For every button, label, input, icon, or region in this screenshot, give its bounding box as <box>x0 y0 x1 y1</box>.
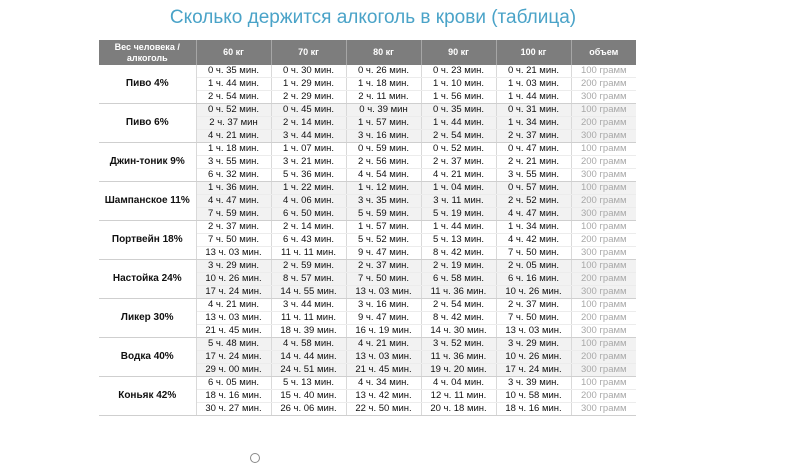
volume-cell: 100 грамм <box>571 299 636 312</box>
volume-cell: 200 грамм <box>571 234 636 247</box>
duration-cell: 18 ч. 16 мин. <box>196 390 271 403</box>
duration-cell: 1 ч. 29 мин. <box>271 78 346 91</box>
duration-cell: 2 ч. 54 мин. <box>421 130 496 143</box>
volume-cell: 200 грамм <box>571 78 636 91</box>
duration-cell: 5 ч. 59 мин. <box>346 208 421 221</box>
duration-cell: 0 ч. 35 мин. <box>196 65 271 78</box>
volume-cell: 300 грамм <box>571 169 636 182</box>
duration-cell: 2 ч. 52 мин. <box>496 195 571 208</box>
duration-cell: 4 ч. 42 мин. <box>496 234 571 247</box>
duration-cell: 1 ч. 18 мин. <box>346 78 421 91</box>
duration-cell: 13 ч. 42 мин. <box>346 390 421 403</box>
duration-cell: 6 ч. 16 мин. <box>496 273 571 286</box>
duration-cell: 9 ч. 47 мин. <box>346 312 421 325</box>
duration-cell: 5 ч. 48 мин. <box>196 338 271 351</box>
weight-header: 90 кг <box>421 40 496 65</box>
duration-cell: 5 ч. 13 мин. <box>271 377 346 390</box>
duration-cell: 4 ч. 21 мин. <box>346 338 421 351</box>
volume-cell: 200 грамм <box>571 156 636 169</box>
drink-name: Ликер 30% <box>99 299 196 338</box>
duration-cell: 4 ч. 21 мин. <box>421 169 496 182</box>
volume-cell: 200 грамм <box>571 351 636 364</box>
duration-cell: 2 ч. 37 мин. <box>496 130 571 143</box>
table-row <box>99 260 636 273</box>
table-row <box>99 377 636 390</box>
volume-cell: 100 грамм <box>571 104 636 117</box>
volume-cell: 100 грамм <box>571 338 636 351</box>
duration-cell: 1 ч. 44 мин. <box>196 78 271 91</box>
duration-cell: 13 ч. 03 мин. <box>346 286 421 299</box>
duration-cell: 1 ч. 22 мин. <box>271 182 346 195</box>
duration-cell: 3 ч. 44 мин. <box>271 130 346 143</box>
corner-header: Вес человека / алкоголь <box>99 40 196 65</box>
volume-header: объем <box>571 40 636 65</box>
header-row <box>99 40 636 65</box>
duration-cell: 0 ч. 57 мин. <box>496 182 571 195</box>
duration-cell: 11 ч. 36 мин. <box>421 351 496 364</box>
duration-cell: 2 ч. 11 мин. <box>346 91 421 104</box>
volume-cell: 300 грамм <box>571 325 636 338</box>
duration-cell: 0 ч. 59 мин. <box>346 143 421 156</box>
duration-cell: 10 ч. 26 мин. <box>496 286 571 299</box>
duration-cell: 0 ч. 52 мин. <box>421 143 496 156</box>
duration-cell: 2 ч. 37 мин. <box>196 221 271 234</box>
duration-cell: 13 ч. 03 мин. <box>196 247 271 260</box>
duration-cell: 24 ч. 51 мин. <box>271 364 346 377</box>
duration-cell: 8 ч. 42 мин. <box>421 247 496 260</box>
table-row <box>99 221 636 234</box>
drink-name: Пиво 4% <box>99 65 196 104</box>
volume-cell: 100 грамм <box>571 65 636 78</box>
duration-cell: 19 ч. 20 мин. <box>421 364 496 377</box>
duration-cell: 2 ч. 05 мин. <box>496 260 571 273</box>
duration-cell: 3 ч. 16 мин. <box>346 299 421 312</box>
duration-cell: 4 ч. 04 мин. <box>421 377 496 390</box>
duration-cell: 4 ч. 47 мин. <box>496 208 571 221</box>
duration-cell: 10 ч. 58 мин. <box>496 390 571 403</box>
duration-cell: 5 ч. 36 мин. <box>271 169 346 182</box>
duration-cell: 3 ч. 35 мин. <box>346 195 421 208</box>
drink-name: Настойка 24% <box>99 260 196 299</box>
weight-header: 70 кг <box>271 40 346 65</box>
duration-cell: 18 ч. 16 мин. <box>496 403 571 416</box>
duration-cell: 5 ч. 13 мин. <box>421 234 496 247</box>
duration-cell: 21 ч. 45 мин. <box>346 364 421 377</box>
volume-cell: 300 грамм <box>571 130 636 143</box>
duration-cell: 29 ч. 00 мин. <box>196 364 271 377</box>
duration-cell: 22 ч. 50 мин. <box>346 403 421 416</box>
duration-cell: 6 ч. 05 мин. <box>196 377 271 390</box>
duration-cell: 1 ч. 12 мин. <box>346 182 421 195</box>
duration-cell: 2 ч. 37 мин <box>196 117 271 130</box>
drink-name: Водка 40% <box>99 338 196 377</box>
volume-cell: 100 грамм <box>571 143 636 156</box>
duration-cell: 7 ч. 50 мин. <box>346 273 421 286</box>
duration-cell: 13 ч. 03 мин. <box>196 312 271 325</box>
duration-cell: 15 ч. 40 мин. <box>271 390 346 403</box>
duration-cell: 1 ч. 03 мин. <box>496 78 571 91</box>
volume-cell: 200 грамм <box>571 390 636 403</box>
duration-cell: 1 ч. 44 мин. <box>421 221 496 234</box>
duration-cell: 13 ч. 03 мин. <box>496 325 571 338</box>
duration-cell: 1 ч. 57 мин. <box>346 117 421 130</box>
duration-cell: 21 ч. 45 мин. <box>196 325 271 338</box>
duration-cell: 13 ч. 03 мин. <box>346 351 421 364</box>
volume-cell: 200 грамм <box>571 312 636 325</box>
duration-cell: 14 ч. 30 мин. <box>421 325 496 338</box>
duration-cell: 2 ч. 21 мин. <box>496 156 571 169</box>
volume-cell: 300 грамм <box>571 403 636 416</box>
duration-cell: 1 ч. 10 мин. <box>421 78 496 91</box>
duration-cell: 3 ч. 55 мин. <box>496 169 571 182</box>
weight-header: 60 кг <box>196 40 271 65</box>
duration-cell: 17 ч. 24 мин. <box>496 364 571 377</box>
page-title: Сколько держится алкоголь в крови (таблица) <box>169 7 577 28</box>
duration-cell: 1 ч. 36 мин. <box>196 182 271 195</box>
duration-cell: 3 ч. 11 мин. <box>421 195 496 208</box>
duration-cell: 11 ч. 11 мин. <box>271 312 346 325</box>
duration-cell: 7 ч. 50 мин. <box>196 234 271 247</box>
duration-cell: 2 ч. 54 мин. <box>196 91 271 104</box>
duration-cell: 5 ч. 52 мин. <box>346 234 421 247</box>
duration-cell: 2 ч. 37 мин. <box>496 299 571 312</box>
duration-cell: 17 ч. 24 мин. <box>196 286 271 299</box>
weight-header: 100 кг <box>496 40 571 65</box>
duration-cell: 14 ч. 44 мин. <box>271 351 346 364</box>
drink-name: Портвейн 18% <box>99 221 196 260</box>
volume-cell: 100 грамм <box>571 377 636 390</box>
duration-cell: 12 ч. 11 мин. <box>421 390 496 403</box>
volume-cell: 300 грамм <box>571 91 636 104</box>
duration-cell: 17 ч. 24 мин. <box>196 351 271 364</box>
weight-header: 80 кг <box>346 40 421 65</box>
duration-cell: 1 ч. 56 мин. <box>421 91 496 104</box>
duration-cell: 3 ч. 52 мин. <box>421 338 496 351</box>
duration-cell: 8 ч. 42 мин. <box>421 312 496 325</box>
duration-cell: 2 ч. 56 мин. <box>346 156 421 169</box>
duration-cell: 3 ч. 55 мин. <box>196 156 271 169</box>
table-row <box>99 104 636 117</box>
duration-cell: 2 ч. 29 мин. <box>271 91 346 104</box>
duration-cell: 1 ч. 57 мин. <box>346 221 421 234</box>
table-row <box>99 299 636 312</box>
drink-name: Пиво 6% <box>99 104 196 143</box>
duration-cell: 1 ч. 34 мин. <box>496 117 571 130</box>
duration-cell: 4 ч. 21 мин. <box>196 299 271 312</box>
duration-cell: 4 ч. 34 мин. <box>346 377 421 390</box>
table-body <box>99 65 636 416</box>
duration-cell: 7 ч. 50 мин. <box>496 247 571 260</box>
duration-cell: 30 ч. 27 мин. <box>196 403 271 416</box>
table-row <box>99 65 636 78</box>
duration-cell: 11 ч. 11 мин. <box>271 247 346 260</box>
duration-cell: 0 ч. 45 мин. <box>271 104 346 117</box>
duration-cell: 1 ч. 44 мин. <box>496 91 571 104</box>
duration-cell: 0 ч. 30 мин. <box>271 65 346 78</box>
duration-cell: 2 ч. 59 мин. <box>271 260 346 273</box>
duration-cell: 0 ч. 39 мин <box>346 104 421 117</box>
duration-cell: 10 ч. 26 мин. <box>496 351 571 364</box>
duration-cell: 3 ч. 29 мин. <box>196 260 271 273</box>
duration-cell: 2 ч. 14 мин. <box>271 117 346 130</box>
duration-cell: 0 ч. 47 мин. <box>496 143 571 156</box>
duration-cell: 3 ч. 21 мин. <box>271 156 346 169</box>
duration-cell: 3 ч. 39 мин. <box>496 377 571 390</box>
circle-icon <box>250 453 260 463</box>
duration-cell: 2 ч. 37 мин. <box>346 260 421 273</box>
duration-cell: 6 ч. 43 мин. <box>271 234 346 247</box>
drink-name: Коньяк 42% <box>99 377 196 416</box>
duration-cell: 8 ч. 57 мин. <box>271 273 346 286</box>
duration-cell: 0 ч. 26 мин. <box>346 65 421 78</box>
duration-cell: 3 ч. 29 мин. <box>496 338 571 351</box>
duration-cell: 2 ч. 54 мин. <box>421 299 496 312</box>
alcohol-table <box>99 40 636 416</box>
duration-cell: 1 ч. 44 мин. <box>421 117 496 130</box>
duration-cell: 18 ч. 39 мин. <box>271 325 346 338</box>
duration-cell: 2 ч. 37 мин. <box>421 156 496 169</box>
duration-cell: 4 ч. 21 мин. <box>196 130 271 143</box>
duration-cell: 0 ч. 23 мин. <box>421 65 496 78</box>
duration-cell: 0 ч. 52 мин. <box>196 104 271 117</box>
volume-cell: 200 грамм <box>571 273 636 286</box>
table-row <box>99 182 636 195</box>
duration-cell: 14 ч. 55 мин. <box>271 286 346 299</box>
duration-cell: 1 ч. 04 мин. <box>421 182 496 195</box>
duration-cell: 10 ч. 26 мин. <box>196 273 271 286</box>
duration-cell: 6 ч. 50 мин. <box>271 208 346 221</box>
duration-cell: 4 ч. 06 мин. <box>271 195 346 208</box>
volume-cell: 200 грамм <box>571 117 636 130</box>
volume-cell: 100 грамм <box>571 182 636 195</box>
volume-cell: 300 грамм <box>571 364 636 377</box>
duration-cell: 1 ч. 18 мин. <box>196 143 271 156</box>
duration-cell: 3 ч. 16 мин. <box>346 130 421 143</box>
volume-cell: 300 грамм <box>571 247 636 260</box>
duration-cell: 6 ч. 58 мин. <box>421 273 496 286</box>
volume-cell: 200 грамм <box>571 195 636 208</box>
duration-cell: 2 ч. 19 мин. <box>421 260 496 273</box>
volume-cell: 300 грамм <box>571 286 636 299</box>
duration-cell: 20 ч. 18 мин. <box>421 403 496 416</box>
duration-cell: 0 ч. 21 мин. <box>496 65 571 78</box>
duration-cell: 0 ч. 35 мин. <box>421 104 496 117</box>
duration-cell: 4 ч. 54 мин. <box>346 169 421 182</box>
drink-name: Шампанское 11% <box>99 182 196 221</box>
table-row <box>99 338 636 351</box>
duration-cell: 0 ч. 31 мин. <box>496 104 571 117</box>
duration-cell: 9 ч. 47 мин. <box>346 247 421 260</box>
volume-cell: 100 грамм <box>571 260 636 273</box>
duration-cell: 26 ч. 06 мин. <box>271 403 346 416</box>
duration-cell: 5 ч. 19 мин. <box>421 208 496 221</box>
duration-cell: 7 ч. 59 мин. <box>196 208 271 221</box>
duration-cell: 7 ч. 50 мин. <box>496 312 571 325</box>
duration-cell: 6 ч. 32 мин. <box>196 169 271 182</box>
table-row <box>99 143 636 156</box>
duration-cell: 4 ч. 47 мин. <box>196 195 271 208</box>
duration-cell: 1 ч. 07 мин. <box>271 143 346 156</box>
volume-cell: 100 грамм <box>571 221 636 234</box>
duration-cell: 2 ч. 14 мин. <box>271 221 346 234</box>
duration-cell: 11 ч. 36 мин. <box>421 286 496 299</box>
duration-cell: 3 ч. 44 мин. <box>271 299 346 312</box>
volume-cell: 300 грамм <box>571 208 636 221</box>
drink-name: Джин-тоник 9% <box>99 143 196 182</box>
duration-cell: 4 ч. 58 мин. <box>271 338 346 351</box>
duration-cell: 1 ч. 34 мин. <box>496 221 571 234</box>
duration-cell: 16 ч. 19 мин. <box>346 325 421 338</box>
